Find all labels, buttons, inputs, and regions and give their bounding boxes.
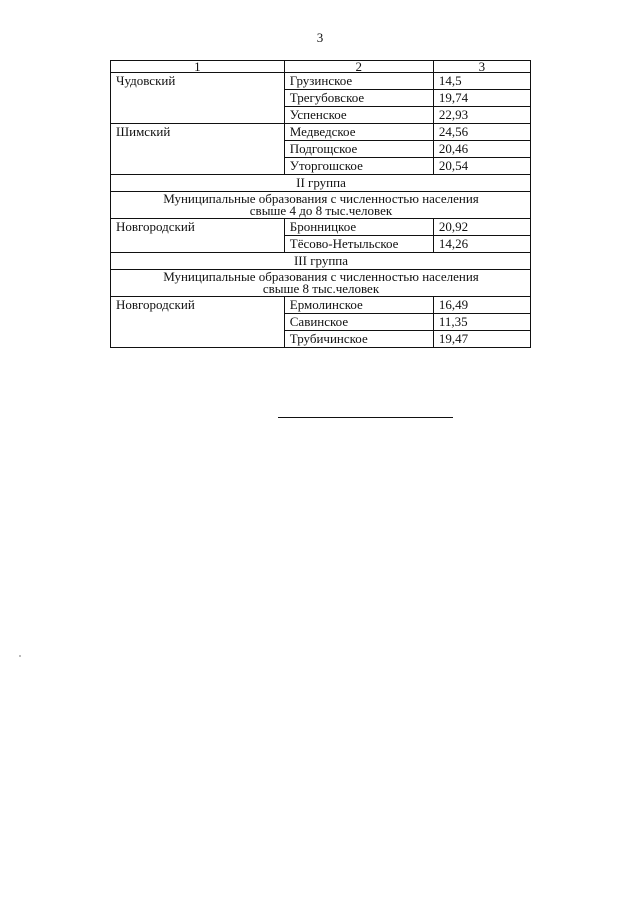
- group-note-row: [111, 192, 531, 219]
- value-cell: 19,47: [433, 331, 530, 348]
- group-note-row: [111, 270, 531, 297]
- settlement-cell: Грузинское: [284, 73, 433, 90]
- settlement-cell: Уторгошское: [284, 158, 433, 175]
- group-note: [111, 270, 531, 297]
- scan-speck: [19, 655, 21, 657]
- column-header-2: 2: [284, 61, 433, 73]
- settlement-cell: Трубичинское: [284, 331, 433, 348]
- district-cell: Шимский: [111, 124, 285, 175]
- group-title: III группа: [111, 253, 531, 270]
- value-cell: 14,5: [433, 73, 530, 90]
- group-title: II группа: [111, 175, 531, 192]
- value-cell: 22,93: [433, 107, 530, 124]
- table-row: [111, 297, 531, 314]
- value-cell: 16,49: [433, 297, 530, 314]
- group-title-row: [111, 253, 531, 270]
- value-cell: 24,56: [433, 124, 530, 141]
- table-row: [111, 219, 531, 236]
- value-cell: 20,54: [433, 158, 530, 175]
- allocation-table: [110, 60, 531, 348]
- settlement-cell: Успенское: [284, 107, 433, 124]
- value-cell: 20,92: [433, 219, 530, 236]
- page-number: 3: [316, 30, 324, 45]
- group-note-line: Муниципальные образования с численностью населения: [163, 269, 479, 284]
- group-note: [111, 192, 531, 219]
- district-cell: Новгородский: [111, 219, 285, 253]
- settlement-cell: Бронницкое: [284, 219, 433, 236]
- table-row: [111, 73, 531, 90]
- value-cell: 20,46: [433, 141, 530, 158]
- group-note-line: свыше 8 тыс.человек: [262, 281, 380, 296]
- settlement-cell: Трегубовское: [284, 90, 433, 107]
- group-note-line: Муниципальные образования с численностью населения: [163, 191, 479, 206]
- table-row: [111, 124, 531, 141]
- value-cell: 11,35: [433, 314, 530, 331]
- settlement-cell: Савинское: [284, 314, 433, 331]
- group-title-row: [111, 175, 531, 192]
- settlement-cell: Подгощское: [284, 141, 433, 158]
- value-cell: 19,74: [433, 90, 530, 107]
- settlement-cell: Тёсово-Нетыльское: [284, 236, 433, 253]
- settlement-cell: Ермолинское: [284, 297, 433, 314]
- settlement-cell: Медведское: [284, 124, 433, 141]
- column-header-1: 1: [111, 61, 285, 73]
- table-header-row: [111, 61, 531, 73]
- column-header-3: 3: [433, 61, 530, 73]
- district-cell: Чудовский: [111, 73, 285, 124]
- end-rule: [278, 417, 453, 418]
- district-cell: Новгородский: [111, 297, 285, 348]
- value-cell: 14,26: [433, 236, 530, 253]
- group-note-line: свыше 4 до 8 тыс.человек: [249, 203, 393, 218]
